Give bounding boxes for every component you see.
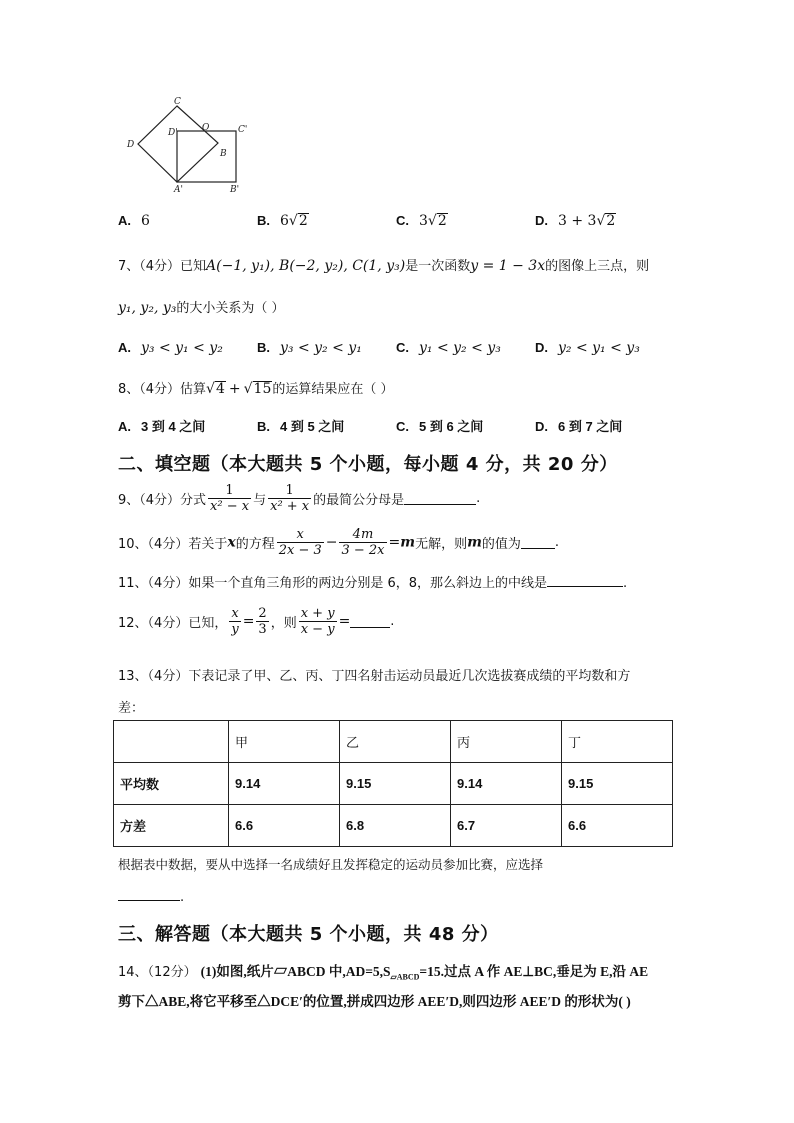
q14-stem: 14、（12分） (1)如图,纸片▱ABCD 中$,AD=5,S_{▱ABCD}=15$.过点 A 作 AE⊥BC,垂足为 E,沿 AE <box>118 964 649 982</box>
table-header-cell: 丙 <box>451 721 562 763</box>
q13-stem-line2: 差： <box>118 701 145 716</box>
table-row <box>114 763 673 805</box>
label-c: C <box>174 97 181 107</box>
geometry-figure <box>122 94 262 199</box>
table-header-cell <box>114 721 229 763</box>
square-abcd <box>138 106 218 182</box>
label-b-prime: B' <box>230 185 240 195</box>
table-cell: 9.14 <box>229 763 340 805</box>
table-cell: 9.15 <box>340 763 451 805</box>
q8-option-d[interactable]: D. 6 到 7 之间 <box>535 419 623 434</box>
q12-stem: 12、（4分）已知， $\frac{x}{y}$ = $\frac{2}{3}$ ，则 $\frac{x + y}{x - y}$ = . <box>118 606 395 637</box>
q8-option-b[interactable]: B. 4 到 5 之间 <box>257 419 345 434</box>
section-2-heading: 二、填空题（本大题共 5 个小题，每小题 4 分，共 20 分） <box>118 454 618 475</box>
q6-option-d[interactable]: D. 3 + 3√2 <box>535 213 616 229</box>
label-d: D <box>127 140 135 150</box>
q14-stem-line2: 剪下△ABE,将它平移至△DCE′的位置,拼成四边形 AEE′D,则四边形 AEE′D 的形状为( ) <box>118 994 631 1009</box>
q7-option-d[interactable]: D. y₂ < y₁ < y₃ <box>535 340 640 356</box>
table-header-row <box>114 721 673 763</box>
q11-stem: 11、（4分）如果一个直角三角形的两边分别是 6，8，那么斜边上的中线是 . <box>118 576 628 591</box>
q8-option-a[interactable]: A. 3 到 4 之间 <box>118 419 206 434</box>
table-cell: 平均数 <box>114 763 229 805</box>
table-cell: 6.6 <box>229 805 340 847</box>
q6-option-c[interactable]: C. 3√2 <box>396 213 447 229</box>
q7-stem-line2: y₁, y₂, y₃的大小关系为（ ） <box>118 300 285 316</box>
q13-stem: 13、（4分）下表记录了甲、乙、丙、丁四名射击运动员最近几次选拔赛成绩的平均数和方 <box>118 669 631 684</box>
table-header-cell: 乙 <box>340 721 451 763</box>
table-cell: 9.15 <box>562 763 673 805</box>
q7-stem: 7、（4分）已知A(−1, y₁), B(−2, y₂), C(1, y₃)是一次函数y = 1 − 3x的图像上三点，则 <box>118 258 650 274</box>
q7-option-c[interactable]: C. y₁ < y₂ < y₃ <box>396 340 501 356</box>
q13-answer-line: . <box>118 888 184 905</box>
label-b: B <box>220 149 227 159</box>
section-3-heading: 三、解答题（本大题共 5 个小题，共 48 分） <box>118 924 499 945</box>
label-o: O <box>202 123 210 133</box>
q6-option-b[interactable]: B. 6√2 <box>257 213 308 229</box>
score-table <box>113 720 673 847</box>
label-c-prime: C' <box>238 125 248 135</box>
table-cell: 9.14 <box>451 763 562 805</box>
label-a-prime: A' <box>174 185 183 195</box>
table-header-cell: 甲 <box>229 721 340 763</box>
table-cell: 6.6 <box>562 805 673 847</box>
table-cell: 方差 <box>114 805 229 847</box>
table-header-cell: 丁 <box>562 721 673 763</box>
q6-option-a[interactable]: A. 6 <box>118 213 150 229</box>
q10-stem: 10、（4分）若关于x的方程 $\frac{x}{2x - 3}$ − $\frac{4m}{3 - 2x}$ =m无解，则m的值为 . <box>118 527 560 558</box>
q8-stem: 8、（4分）估算√4 + √15的运算结果应在（ ） <box>118 381 394 397</box>
q13-after-text: 根据表中数据，要从中选择一名成绩好且发挥稳定的运动员参加比赛，应选择 <box>118 857 544 872</box>
label-d-prime: D' <box>168 128 178 138</box>
table-row <box>114 805 673 847</box>
q7-option-a[interactable]: A. y₃ < y₁ < y₂ <box>118 340 223 356</box>
q7-option-b[interactable]: B. y₃ < y₂ < y₁ <box>257 340 362 356</box>
table-cell: 6.7 <box>451 805 562 847</box>
q9-stem: 9、（4分）分式 $\frac{1}{\text{x² − x}}$ 与 $\frac{1}{\text{x² + x}}$ 的最简公分母是 . <box>118 483 481 514</box>
table-cell: 6.8 <box>340 805 451 847</box>
q8-option-c[interactable]: C. 5 到 6 之间 <box>396 419 484 434</box>
